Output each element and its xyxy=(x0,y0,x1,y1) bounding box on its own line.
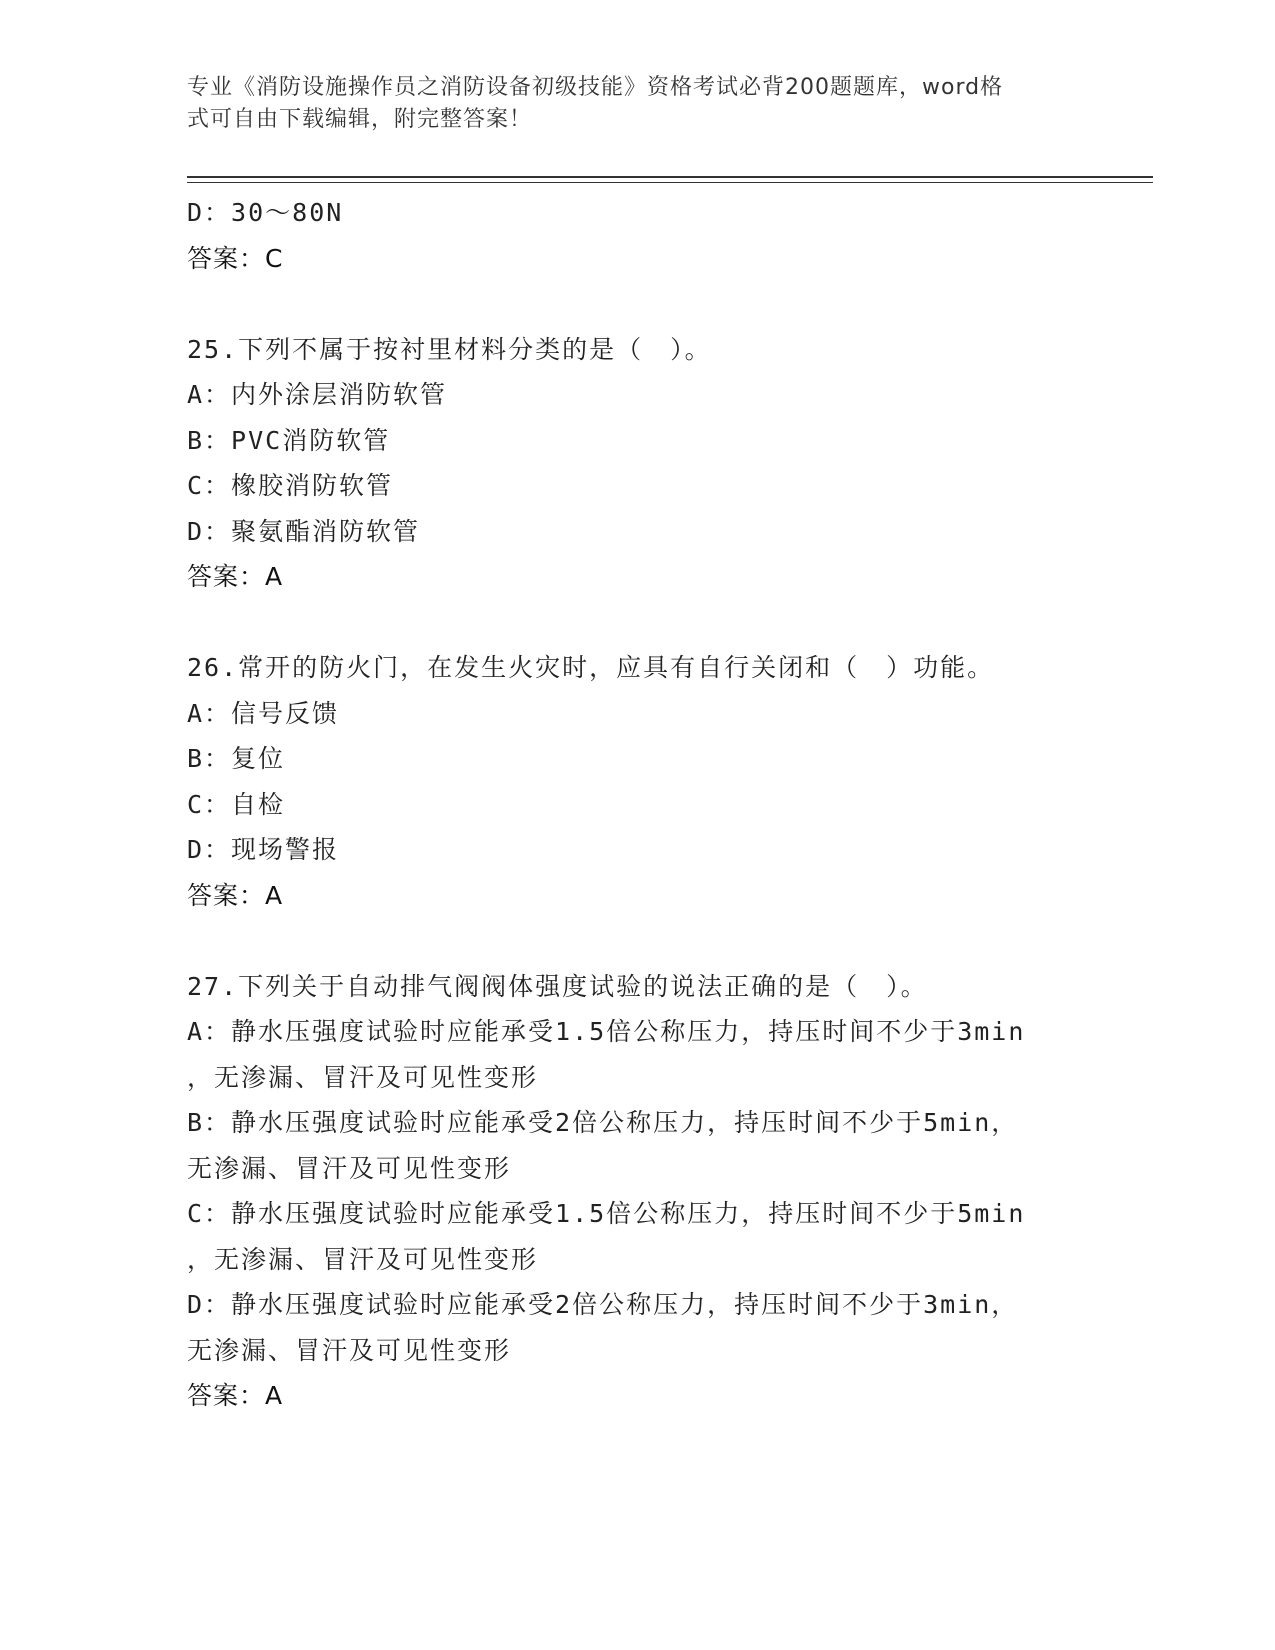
option-b-line-1: B：静水压强度试验时应能承受2倍公称压力，持压时间不少于5min， xyxy=(187,1108,1019,1137)
document-header xyxy=(187,72,1067,136)
option-d: D：30～80N xyxy=(187,198,344,227)
option-c: C：自检 xyxy=(187,789,286,819)
option-d-line-1: D：静水压强度试验时应能承受2倍公称压力，持压时间不少于3min， xyxy=(187,1290,1019,1319)
answer-line: 答案：A xyxy=(187,562,284,591)
option-c-line-1: C：静水压强度试验时应能承受1.5倍公称压力，持压时间不少于5min xyxy=(187,1199,1026,1228)
option-c: C：橡胶消防软管 xyxy=(187,471,394,500)
spacer xyxy=(187,600,1087,646)
option-a: A：内外涂层消防软管 xyxy=(187,380,448,409)
option-b: B：复位 xyxy=(187,744,286,773)
option-a-line-1: A：静水压强度试验时应能承受1.5倍公称压力，持压时间不少于3min xyxy=(187,1017,1026,1046)
spacer xyxy=(187,281,1087,327)
header-rule-thin xyxy=(187,182,1153,183)
option-a: A：信号反馈 xyxy=(187,698,340,728)
option-d: D：现场警报 xyxy=(187,835,340,864)
question-stem: 27.下列关于自动排气阀阀体强度试验的说法正确的是（ ）。 xyxy=(187,971,928,1001)
option-a-line-2: ，无渗漏、冒汗及可见性变形 xyxy=(187,1062,539,1092)
option-b: B：PVC消防软管 xyxy=(187,425,391,455)
answer-line: 答案：A xyxy=(187,1381,284,1410)
question-26 xyxy=(187,645,1087,918)
option-d: D：聚氨酯消防软管 xyxy=(187,516,421,546)
question-content xyxy=(187,190,1087,1419)
question-25 xyxy=(187,327,1087,600)
option-c-line-2: ，无渗漏、冒汗及可见性变形 xyxy=(187,1244,539,1274)
header-rule-thick xyxy=(187,176,1153,178)
option-b-line-2: 无渗漏、冒汗及可见性变形 xyxy=(187,1153,512,1183)
header-line-1: 专业《消防设施操作员之消防设备初级技能》资格考试必背200题题库，word格 xyxy=(187,75,1004,100)
option-d-line-2: 无渗漏、冒汗及可见性变形 xyxy=(187,1335,512,1365)
question-stem: 26.常开的防火门，在发生火灾时，应具有自行关闭和（ ）功能。 xyxy=(187,653,995,682)
answer-line: 答案：C xyxy=(187,243,284,273)
question-stem: 25.下列不属于按衬里材料分类的是（ ）。 xyxy=(187,334,712,364)
spacer xyxy=(187,918,1087,964)
header-line-2: 式可自由下载编辑，附完整答案！ xyxy=(187,107,533,132)
answer-line: 答案：A xyxy=(187,880,284,910)
question-27 xyxy=(187,964,1087,1419)
prev-question-tail xyxy=(187,190,1087,281)
